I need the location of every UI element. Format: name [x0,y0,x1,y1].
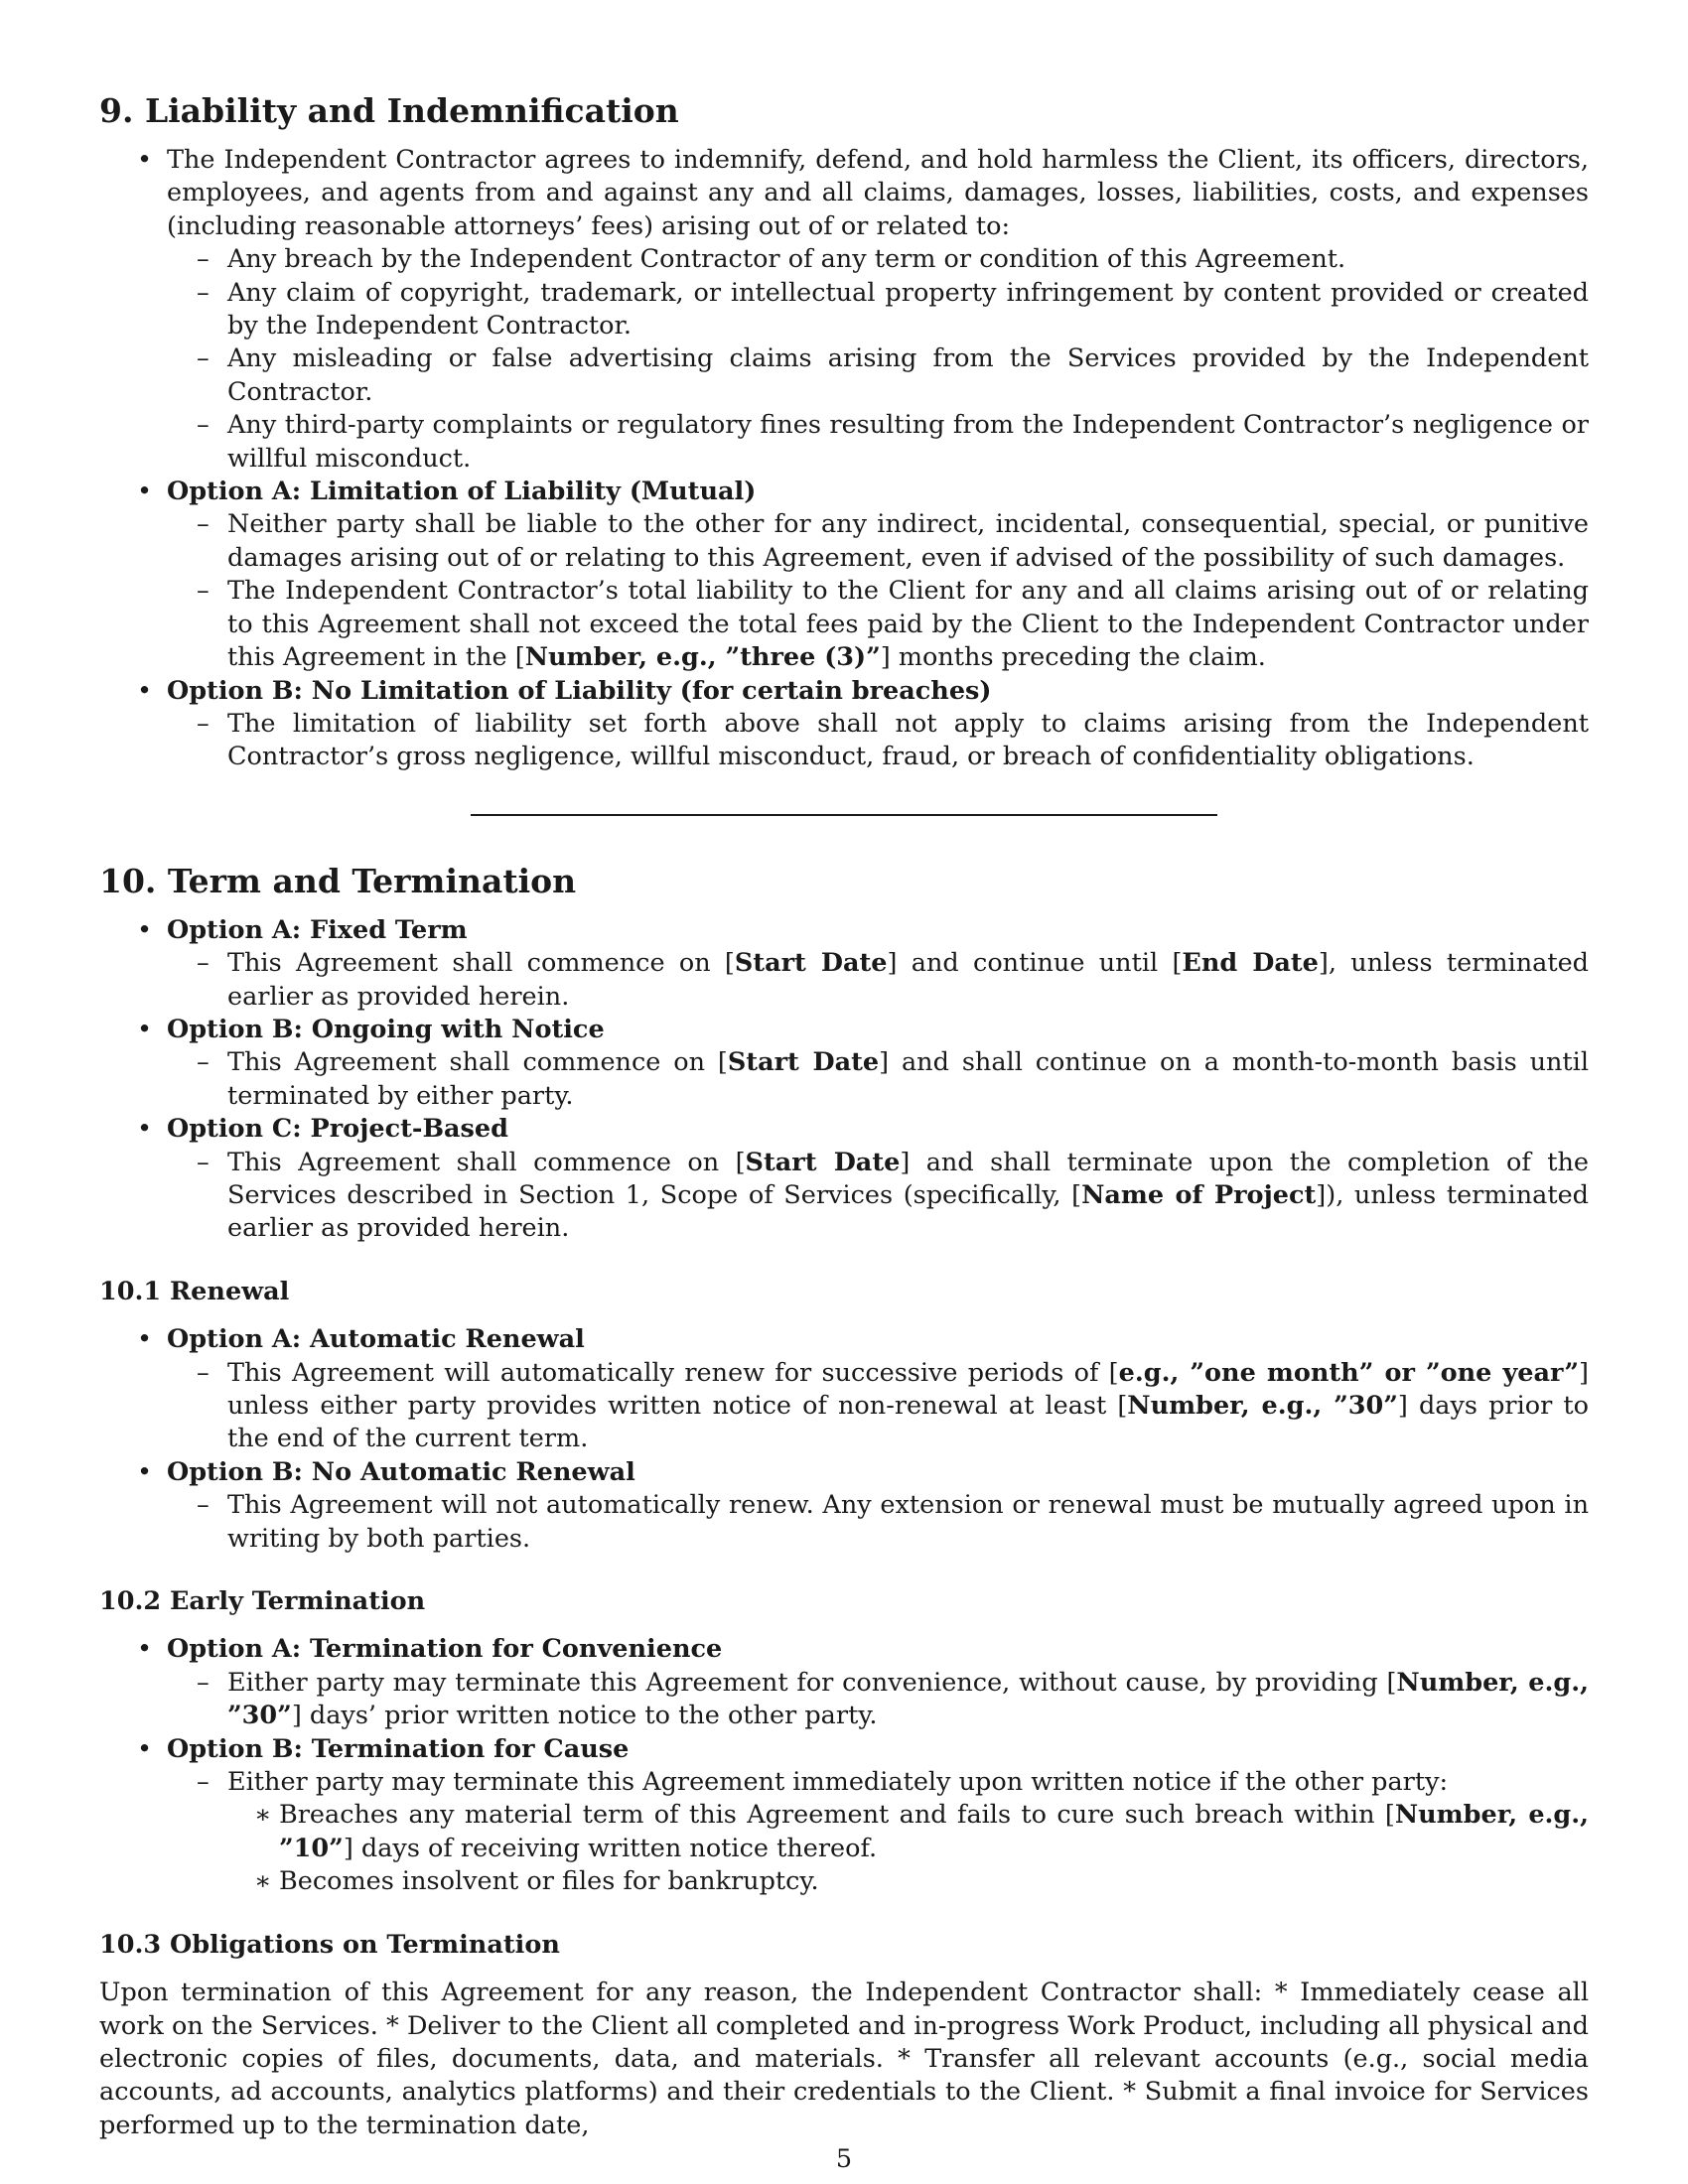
placeholder: Start Date [727,1047,880,1078]
section-9-list [99,144,1589,774]
list-item [99,1014,1589,1113]
list-item [167,1766,1589,1899]
placeholder: Name of Project [1081,1179,1317,1210]
list-item: – This Agreement will not automatically renew. Any extension or renewal must be mutually agreed upon in writing by both parties. [167,1489,1589,1556]
subsection-10-3-heading: 10.3 Obligations on Termination [99,1929,560,1960]
text-run: This Agreement shall commence on [ [227,1147,746,1177]
indemnification-sublist [167,243,1589,476]
document-page [99,91,1589,2142]
option-sublist [167,1667,1589,1733]
option-label: Option B: Ongoing with Notice [167,1014,605,1044]
placeholder: Number, e.g., ”10” [279,1800,1590,1863]
horizontal-rule [471,814,1217,816]
option-sublist [167,1489,1589,1556]
text-run: ] days prior to the end of the current term. [227,1391,1589,1454]
option-label: Option A: Automatic Renewal [167,1324,585,1355]
list-item [99,144,1589,476]
renewal-list [99,1323,1589,1556]
list-item [99,1113,1589,1246]
option-sublist [167,1357,1589,1456]
text-run: The Independent Contractor’s total liability to the Client for any and all claims arising out of or relating to this Agreement shall not exceed the total fees paid by the Client to the Independent Contractor under this Agreement in the [ [227,576,1589,673]
section-10-heading: 10. Term and Termination [99,861,577,900]
list-item [99,1456,1589,1556]
option-label: Option C: Project-Based [167,1114,508,1145]
list-item: – The limitation of liability set forth above shall not apply to claims arising from the Independent Contractor’s gross negligence, willful misconduct, fraud, or breach of confidentiality obligations. [167,708,1589,774]
text-run: ], unless terminated earlier as provided herein. [227,948,1589,1012]
placeholder: Number, e.g., ”three (3)” [524,642,881,673]
subsection-10-2-heading: 10.2 Early Termination [99,1586,426,1617]
text-run: ]), unless terminated earlier as provided herein. [227,1179,1589,1244]
text-run: This Agreement shall commence on [ [227,948,735,979]
option-label: Option B: No Limitation of Liability (for certain breaches) [167,675,992,706]
list-item [227,1799,1589,1865]
text-run: ] months preceding the claim. [880,642,1266,673]
list-item [167,947,1589,1014]
text-run: Either party may terminate this Agreement immediately upon written notice if the other party: [227,1767,1449,1798]
option-sublist [167,508,1589,674]
list-item [99,914,1589,1014]
text-run: This Agreement will automatically renew for successive periods of [ [227,1357,1119,1388]
placeholder: Start Date [745,1147,901,1177]
list-item [167,1357,1589,1456]
placeholder: Number, e.g., ”30” [227,1667,1589,1731]
text-run: ] and shall terminate upon the completion of the Services described in Section 1, Scope of Services (specifically, [ [227,1147,1589,1210]
obligations-paragraph: Upon termination of this Agreement for any reason, the Independent Contractor shall: * Immediately cease all work on the Services. * Deliver to the Client all completed and in-progress Work Product, including all physical and electronic copies of files, documents, data, and materials. * Transfer all relevant accounts (e.g., social media accounts, ad accounts, analytics platforms) and their credentials to the Client. * Submit a final invoice for Services performed up to the termination date, [99,1978,1589,2140]
list-item: – Any third-party complaints or regulatory fines resulting from the Independent Contractor’s negligence or willful misconduct. [167,409,1589,476]
list-item [99,1323,1589,1456]
option-label: Option B: Termination for Cause [167,1733,630,1764]
text-run: ] unless either party provides written notice of non-renewal at least [ [227,1357,1589,1421]
indemnification-intro: The Independent Contractor agrees to indemnify, defend, and hold harmless the Client, its officers, directors, employees, and agents from and against any and all claims, damages, losses, liabilities, costs, and expenses (including reasonable attorneys’ fees) arising out of or related to: [167,145,1589,241]
placeholder: End Date [1182,948,1319,979]
text-run: ] and continue until [ [887,948,1183,979]
page-number: 5 [835,2144,853,2174]
section-9-heading: 9. Liability and Indemnification [99,91,679,130]
text-run: Either party may terminate this Agreement for convenience, without cause, by providing [ [227,1667,1397,1698]
text-run: ] and shall continue on a month-to-month basis until terminated by either party. [227,1047,1589,1111]
list-item: ∗ Becomes insolvent or files for bankruptcy. [227,1865,1589,1898]
option-sublist [167,1046,1589,1113]
list-item [99,675,1589,774]
list-item [167,575,1589,674]
list-item: – Any claim of copyright, trademark, or intellectual property infringement by content provided or created by the Independent Contractor. [167,277,1589,343]
section-10-list [99,914,1589,1246]
text-run: This Agreement shall commence on [ [227,1047,728,1078]
option-sublist [167,947,1589,1014]
placeholder: e.g., ”one month” or ”one year” [1118,1357,1580,1388]
text-run: ] days of receiving written notice thereof. [343,1833,878,1863]
placeholder: Number, e.g., ”30” [1127,1391,1398,1421]
option-sublist [167,1766,1589,1899]
list-item [99,1633,1589,1732]
list-item [99,476,1589,674]
cause-sublist [227,1799,1589,1898]
option-label: Option A: Limitation of Liability (Mutual) [167,477,757,507]
text-run: Breaches any material term of this Agreement and fails to cure such breach within [ [279,1800,1395,1831]
subsection-10-1-heading: 10.1 Renewal [99,1276,290,1306]
option-label: Option B: No Automatic Renewal [167,1456,635,1487]
list-item: – Neither party shall be liable to the other for any indirect, incidental, consequential, special, or punitive damages arising out of or relating to this Agreement, even if advised of the possibility of such damages. [167,508,1589,575]
list-item: – Any breach by the Independent Contractor of any term or condition of this Agreement. [167,243,1589,276]
placeholder: Start Date [734,948,888,979]
list-item [167,1667,1589,1733]
early-termination-list [99,1633,1589,1898]
list-item: – Any misleading or false advertising claims arising from the Services provided by the Independent Contractor. [167,342,1589,409]
list-item [167,1046,1589,1113]
option-sublist [167,708,1589,774]
list-item [99,1733,1589,1899]
text-run: ] days’ prior written notice to the other party. [291,1701,878,1731]
option-label: Option A: Termination for Convenience [167,1634,723,1665]
list-item [167,1147,1589,1246]
option-label: Option A: Fixed Term [167,914,468,945]
option-sublist [167,1147,1589,1246]
